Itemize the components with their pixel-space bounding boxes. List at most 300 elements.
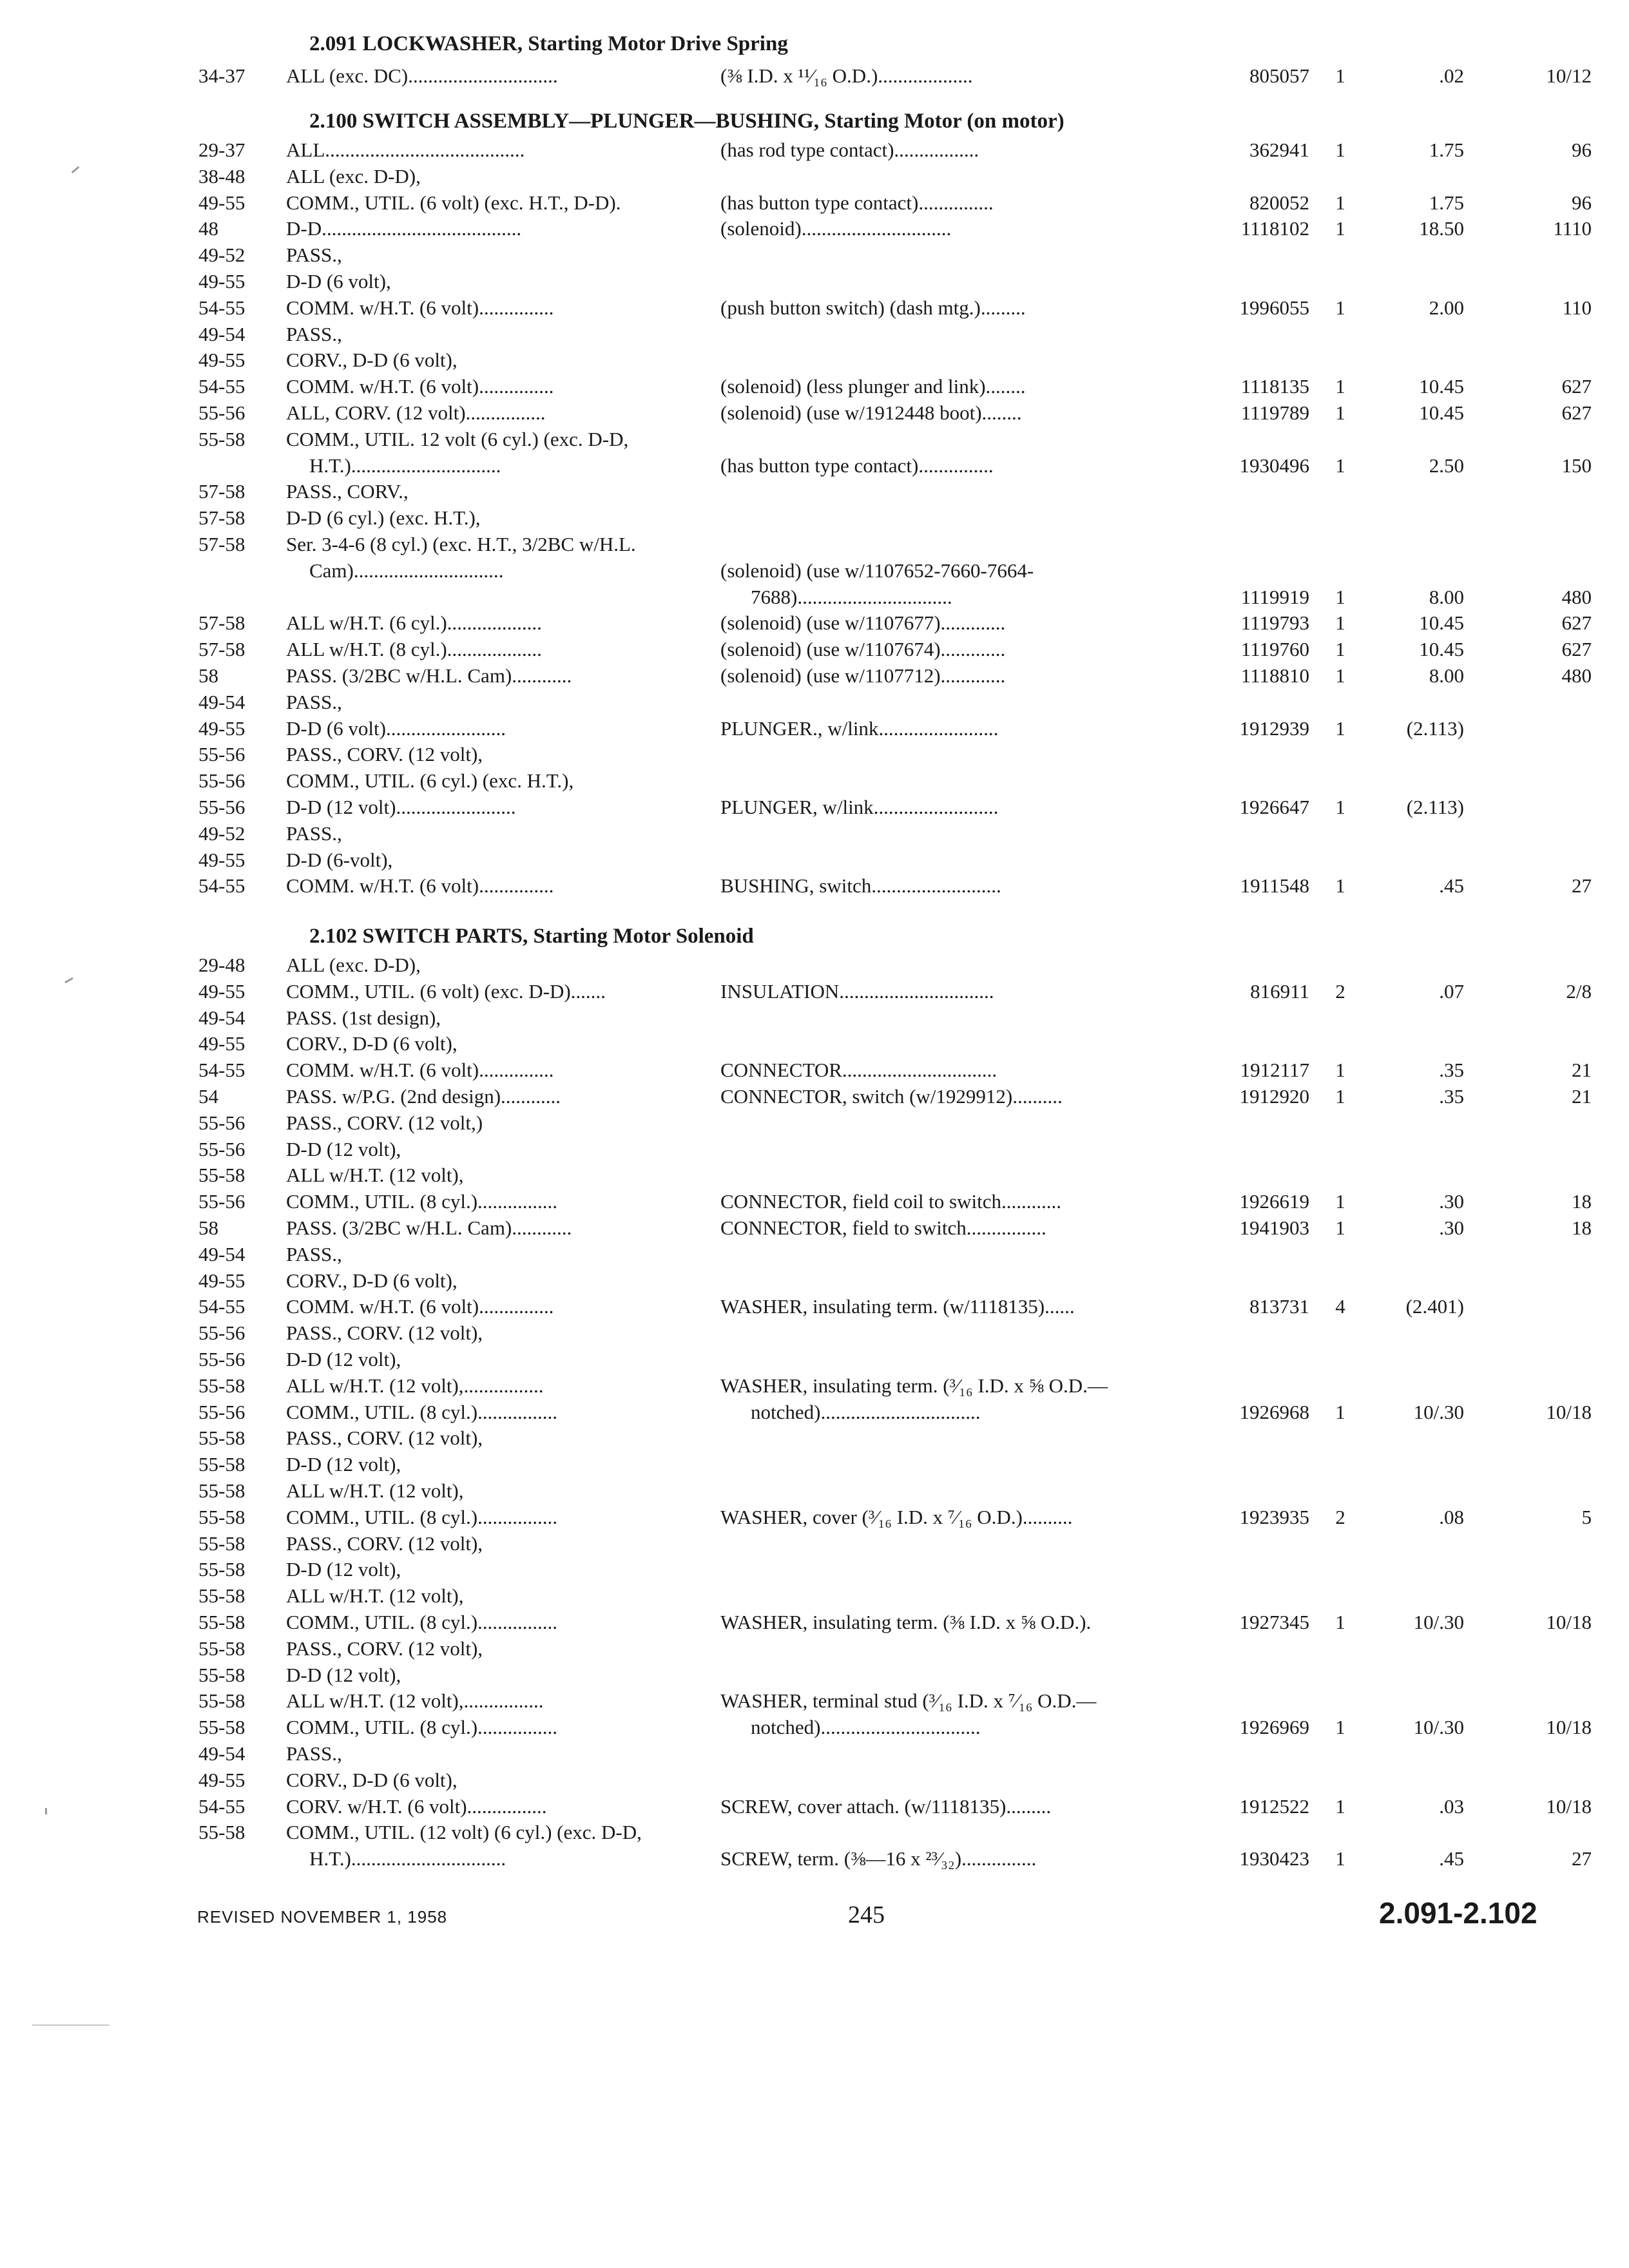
price: 8.00 (1429, 664, 1464, 687)
application: ALL (exc. D-D), (286, 954, 421, 976)
application: COMM. w/H.T. (6 volt)............... (286, 874, 554, 897)
parts-row (0, 1609, 1629, 1635)
parts-row (0, 1083, 1629, 1110)
quantity: 1 (1335, 1795, 1345, 1818)
model-years: 29-48 (198, 954, 246, 976)
list-price: 21 (1572, 1059, 1592, 1081)
part-description: WASHER, insulating term. (w/1118135)...... (720, 1295, 1075, 1318)
part-description: PLUNGER, w/link......................... (720, 796, 999, 818)
parts-row (0, 872, 1629, 899)
part-number: 1119793 (1240, 611, 1309, 634)
part-number: 1118135 (1240, 375, 1309, 398)
model-years: 55-56 (198, 1138, 246, 1160)
part-description: (solenoid) (less plunger and link)........ (720, 375, 1026, 398)
parts-row (0, 1477, 1629, 1504)
model-years: 49-55 (198, 191, 246, 214)
model-years: 54-55 (198, 375, 246, 398)
application: ALL w/H.T. (12 volt), (286, 1584, 464, 1607)
application: PASS., (286, 1742, 342, 1765)
part-description: WASHER, insulating term. (³⁄₁₆ I.D. x ⅝ O.D.— (720, 1374, 1108, 1397)
model-years: 49-54 (198, 1243, 246, 1265)
price: 2.50 (1429, 454, 1464, 477)
model-years: 57-58 (198, 611, 246, 634)
part-description: SCREW, term. (⅜—16 x ²³⁄₃₂)............... (720, 1847, 1037, 1870)
application: ALL w/H.T. (12 volt), (286, 1479, 464, 1502)
application: H.T.).............................. (309, 454, 501, 477)
application: COMM., UTIL. (8 cyl.)................ (286, 1611, 558, 1633)
part-description: (⅜ I.D. x ¹¹⁄₁₆ O.D.)................... (720, 64, 973, 87)
application: H.T.)............................... (309, 1847, 506, 1870)
list-price: 150 (1561, 454, 1592, 477)
model-years: 49-54 (198, 1006, 246, 1029)
application: D-D (6-volt), (286, 849, 393, 871)
part-number: 1930496 (1239, 454, 1309, 477)
application: ALL (exc. DC).............................. (286, 64, 558, 87)
model-years: 55-56 (198, 1401, 246, 1423)
part-description: WASHER, cover (³⁄₁₆ I.D. x ⁷⁄₁₆ O.D.).......... (720, 1506, 1073, 1528)
part-description: WASHER, terminal stud (³⁄₁₆ I.D. x ⁷⁄₁₆ O.D.— (720, 1689, 1097, 1712)
application: PASS. (1st design), (286, 1006, 441, 1029)
application: Cam).............................. (309, 559, 504, 582)
list-price: 21 (1572, 1085, 1592, 1108)
parts-row (0, 399, 1629, 426)
application: PASS., CORV., (286, 480, 409, 503)
quantity: 1 (1335, 874, 1345, 897)
part-number: 1119789 (1240, 401, 1309, 424)
part-number: 805057 (1249, 64, 1309, 87)
part-number: 1912939 (1239, 717, 1309, 740)
application: PASS., (286, 691, 342, 713)
price: .35 (1439, 1085, 1464, 1108)
quantity: 1 (1335, 717, 1345, 740)
quantity: 1 (1335, 611, 1345, 634)
list-price: 2/8 (1566, 980, 1592, 1003)
application: ALL w/H.T. (12 volt), (286, 1164, 464, 1186)
quantity: 1 (1335, 638, 1345, 660)
quantity: 1 (1335, 796, 1345, 818)
part-description: (has button type contact)............... (720, 191, 994, 214)
quantity: 1 (1335, 586, 1345, 608)
application: PASS., (286, 244, 342, 266)
parts-row (0, 1215, 1629, 1241)
price: 18.50 (1419, 217, 1464, 240)
quantity: 1 (1335, 1847, 1345, 1870)
application: D-D (12 volt), (286, 1664, 401, 1686)
part-description: (solenoid) (use w/1107677)............. (720, 611, 1006, 634)
application: ALL, CORV. (12 volt)................ (286, 401, 546, 424)
price: 10/.30 (1413, 1401, 1464, 1423)
model-years: 55-58 (198, 1427, 246, 1449)
price: (2.113) (1406, 717, 1464, 740)
application: PASS., (286, 822, 342, 845)
parts-row (0, 1635, 1629, 1662)
application: D-D (12 volt), (286, 1453, 401, 1475)
model-years: 54-55 (198, 1795, 246, 1818)
model-years: 29-37 (198, 139, 246, 161)
part-number: 1118102 (1240, 217, 1309, 240)
parts-row (0, 373, 1629, 399)
parts-row (0, 557, 1629, 584)
model-years: 54-55 (198, 1295, 246, 1318)
application: CORV., D-D (6 volt), (286, 349, 458, 371)
application: ALL w/H.T. (12 volt),................ (286, 1374, 544, 1397)
application: CORV., D-D (6 volt), (286, 1032, 458, 1055)
price: .07 (1439, 980, 1464, 1003)
parts-row (0, 1004, 1629, 1031)
parts-row (0, 478, 1629, 505)
part-description: (solenoid) (use w/1107652-7660-7664- (720, 559, 1034, 582)
application: D-D (6 volt), (286, 270, 391, 293)
model-years: 48 (198, 217, 218, 240)
parts-row (0, 794, 1629, 820)
parts-row (0, 347, 1629, 373)
model-years: 49-55 (198, 849, 246, 871)
part-number: 1930423 (1239, 1847, 1309, 1870)
part-description: (has rod type contact)................. (720, 139, 979, 161)
part-number: 1912522 (1239, 1795, 1309, 1818)
price: 10/.30 (1413, 1611, 1464, 1633)
list-price: 627 (1561, 375, 1592, 398)
model-years: 49-54 (198, 1742, 246, 1765)
model-years: 55-58 (198, 1821, 246, 1843)
parts-row (0, 1687, 1629, 1714)
part-description: CONNECTOR, switch (w/1929912).......... (720, 1085, 1063, 1108)
application: COMM., UTIL. (8 cyl.)................ (286, 1716, 558, 1738)
model-years: 49-52 (198, 244, 246, 266)
application: ALL (exc. D-D), (286, 165, 421, 187)
model-years: 55-56 (198, 1111, 246, 1134)
list-price: 480 (1561, 664, 1592, 687)
parts-row (0, 505, 1629, 531)
model-years: 49-55 (198, 980, 246, 1003)
part-number: 1927345 (1239, 1611, 1309, 1633)
parts-row (0, 1819, 1629, 1845)
group-range: 2.091-2.102 (1379, 1896, 1537, 1930)
list-price: 18 (1572, 1216, 1592, 1239)
page-number: 245 (848, 1901, 885, 1928)
application: CORV. w/H.T. (6 volt)................ (286, 1795, 547, 1818)
quantity: 2 (1335, 980, 1345, 1003)
parts-row (0, 978, 1629, 1004)
quantity: 1 (1335, 1216, 1345, 1239)
parts-row (0, 1030, 1629, 1057)
model-years: 55-58 (198, 1532, 246, 1555)
part-number: 1119760 (1240, 638, 1309, 660)
list-price: 627 (1561, 401, 1592, 424)
quantity: 1 (1335, 1085, 1345, 1108)
price: 10.45 (1419, 375, 1464, 398)
application: Ser. 3-4-6 (8 cyl.) (exc. H.T., 3/2BC w/H.L. (286, 533, 636, 555)
parts-row (0, 268, 1629, 294)
model-years: 49-55 (198, 1032, 246, 1055)
parts-row (0, 1136, 1629, 1162)
parts-row (0, 215, 1629, 242)
part-number: 816911 (1250, 980, 1309, 1003)
price: 1.75 (1429, 139, 1464, 161)
model-years: 57-58 (198, 480, 246, 503)
application: CORV., D-D (6 volt), (286, 1269, 458, 1292)
parts-row (0, 689, 1629, 715)
section-title: 2.102 SWITCH PARTS, Starting Motor Solenoid (309, 925, 754, 948)
parts-row (0, 531, 1629, 557)
price: 2.00 (1429, 296, 1464, 319)
price: 1.75 (1429, 191, 1464, 214)
list-price: 10/18 (1546, 1795, 1592, 1818)
application: D-D (12 volt), (286, 1138, 401, 1160)
model-years: 55-58 (198, 1716, 246, 1738)
model-years: 54-55 (198, 1059, 246, 1081)
part-number: 362941 (1249, 139, 1309, 161)
list-price: 96 (1572, 139, 1592, 161)
parts-row (0, 294, 1629, 321)
price: .02 (1439, 64, 1464, 87)
application: COMM., UTIL. (6 cyl.) (exc. H.T.), (286, 769, 574, 792)
model-years: 49-52 (198, 822, 246, 845)
price: 10.45 (1419, 401, 1464, 424)
parts-row (0, 952, 1629, 978)
parts-row (0, 1372, 1629, 1399)
list-price: 27 (1572, 874, 1592, 897)
part-description: (solenoid) (use w/1107674)............. (720, 638, 1006, 660)
model-years: 58 (198, 664, 218, 687)
parts-row (0, 1057, 1629, 1083)
application: PASS., (286, 1243, 342, 1265)
part-number: 1119919 (1240, 586, 1309, 608)
part-description: (push button switch) (dash mtg.)......... (720, 296, 1026, 319)
part-description: INSULATION............................... (720, 980, 994, 1003)
parts-row (0, 1346, 1629, 1372)
application: COMM. w/H.T. (6 volt)............... (286, 296, 554, 319)
list-price: 10/18 (1546, 1401, 1592, 1423)
model-years: 55-58 (198, 1164, 246, 1186)
parts-row (0, 137, 1629, 163)
part-number: 820052 (1249, 191, 1309, 214)
application: PASS., CORV. (12 volt), (286, 1321, 483, 1344)
model-years: 49-55 (198, 717, 246, 740)
part-number: 1926968 (1239, 1401, 1309, 1423)
parts-row (0, 1845, 1629, 1872)
application: COMM., UTIL. 12 volt (6 cyl.) (exc. D-D, (286, 428, 629, 450)
model-years: 55-58 (198, 1558, 246, 1581)
part-number: 1912117 (1240, 1059, 1309, 1081)
quantity: 1 (1335, 1611, 1345, 1633)
parts-row (0, 242, 1629, 268)
part-description: notched)................................ (751, 1401, 981, 1423)
part-number: 1996055 (1239, 296, 1309, 319)
application: D-D (12 volt), (286, 1348, 401, 1370)
application: D-D (6 volt)........................ (286, 717, 506, 740)
quantity: 4 (1335, 1295, 1345, 1318)
list-price: 10/18 (1546, 1611, 1592, 1633)
quantity: 1 (1335, 64, 1345, 87)
model-years: 55-58 (198, 1374, 246, 1397)
application: ALL w/H.T. (6 cyl.)................... (286, 611, 542, 634)
part-number: 1912920 (1239, 1085, 1309, 1108)
part-number: 1118810 (1240, 664, 1309, 687)
quantity: 1 (1335, 217, 1345, 240)
parts-row (0, 1320, 1629, 1346)
model-years: 54-55 (198, 296, 246, 319)
application: COMM. w/H.T. (6 volt)............... (286, 375, 554, 398)
list-price: 480 (1561, 586, 1592, 608)
model-years: 54 (198, 1085, 218, 1108)
application: ALL........................................ (286, 139, 525, 161)
application: D-D (6 cyl.) (exc. H.T.), (286, 506, 481, 529)
parts-row (0, 1110, 1629, 1136)
quantity: 1 (1335, 1716, 1345, 1738)
parts-row (0, 189, 1629, 216)
part-description: (solenoid).............................. (720, 217, 952, 240)
quantity: 1 (1335, 139, 1345, 161)
price: .30 (1439, 1190, 1464, 1213)
application: CORV., D-D (6 volt), (286, 1769, 458, 1791)
model-years: 57-58 (198, 533, 246, 555)
parts-row (0, 1162, 1629, 1188)
model-years: 49-54 (198, 323, 246, 345)
part-number: 813731 (1249, 1295, 1309, 1318)
parts-row (0, 1530, 1629, 1557)
part-number: 1926647 (1239, 796, 1309, 818)
parts-row (0, 741, 1629, 767)
model-years: 49-55 (198, 1769, 246, 1791)
quantity: 1 (1335, 296, 1345, 319)
model-years: 55-58 (198, 1611, 246, 1633)
parts-row (0, 847, 1629, 873)
quantity: 1 (1335, 375, 1345, 398)
parts-row (0, 636, 1629, 662)
model-years: 34-37 (198, 64, 246, 87)
model-years: 55-58 (198, 1479, 246, 1502)
price: .03 (1439, 1795, 1464, 1818)
application: COMM., UTIL. (6 volt) (exc. H.T., D-D). (286, 191, 621, 214)
model-years: 55-56 (198, 769, 246, 792)
application: PASS., CORV. (12 volt), (286, 1637, 483, 1660)
model-years: 55-56 (198, 796, 246, 818)
application: ALL w/H.T. (8 cyl.)................... (286, 638, 542, 660)
parts-row (0, 321, 1629, 347)
part-description: (has button type contact)............... (720, 454, 994, 477)
model-years: 57-58 (198, 638, 246, 660)
section-title: 2.091 LOCKWASHER, Starting Motor Drive Spring (309, 32, 788, 55)
section-title: 2.100 SWITCH ASSEMBLY—PLUNGER—BUSHING, Starting Motor (on motor) (309, 110, 1065, 133)
model-years: 55-58 (198, 1689, 246, 1712)
part-number: 1926969 (1239, 1716, 1309, 1738)
application: COMM., UTIL. (6 volt) (exc. D-D)....... (286, 980, 606, 1003)
model-years: 55-58 (198, 1506, 246, 1528)
part-description: SCREW, cover attach. (w/1118135)......... (720, 1795, 1052, 1818)
model-years: 55-56 (198, 743, 246, 765)
part-description: notched)................................ (751, 1716, 981, 1738)
list-price: 96 (1572, 191, 1592, 214)
model-years: 49-55 (198, 349, 246, 371)
parts-row (0, 1714, 1629, 1740)
parts-row (0, 1293, 1629, 1320)
model-years: 57-58 (198, 506, 246, 529)
part-description: CONNECTOR............................... (720, 1059, 998, 1081)
model-years: 49-55 (198, 1269, 246, 1292)
price: 10/.30 (1413, 1716, 1464, 1738)
model-years: 55-56 (198, 401, 246, 424)
price: 10.45 (1419, 638, 1464, 660)
application: D-D (12 volt)........................ (286, 796, 516, 818)
application: D-D (12 volt), (286, 1558, 401, 1581)
scan-mark (32, 2024, 110, 2026)
part-description: WASHER, insulating term. (⅜ I.D. x ⅝ O.D.). (720, 1611, 1092, 1633)
application: PASS., CORV. (12 volt), (286, 1532, 483, 1555)
price: 10.45 (1419, 611, 1464, 634)
model-years: 55-58 (198, 1664, 246, 1686)
parts-row (0, 426, 1629, 452)
parts-row (0, 1241, 1629, 1267)
parts-row (0, 1556, 1629, 1582)
parts-row (0, 1767, 1629, 1793)
parts-row (0, 452, 1629, 479)
parts-row (0, 1793, 1629, 1820)
parts-row (0, 662, 1629, 689)
part-description: 7688)............................... (751, 586, 952, 608)
application: PASS. (3/2BC w/H.L. Cam)............ (286, 1216, 572, 1239)
model-years: 58 (198, 1216, 218, 1239)
application: ALL w/H.T. (12 volt),................ (286, 1689, 544, 1712)
part-description: PLUNGER., w/link........................ (720, 717, 999, 740)
application: D-D........................................ (286, 217, 522, 240)
quantity: 1 (1335, 664, 1345, 687)
price: .45 (1439, 874, 1464, 897)
model-years: 55-58 (198, 1584, 246, 1607)
quantity: 1 (1335, 1190, 1345, 1213)
revision-date: REVISED NOVEMBER 1, 1958 (197, 1907, 448, 1927)
parts-row (0, 1451, 1629, 1477)
model-years: 49-55 (198, 270, 246, 293)
parts-row (0, 1267, 1629, 1294)
application: PASS., (286, 323, 342, 345)
parts-row (0, 1504, 1629, 1530)
application: PASS., CORV. (12 volt), (286, 1427, 483, 1449)
model-years: 55-58 (198, 1637, 246, 1660)
parts-row (0, 62, 1629, 89)
parts-row (0, 163, 1629, 189)
application: PASS., CORV. (12 volt), (286, 743, 483, 765)
part-description: (solenoid) (use w/1912448 boot)........ (720, 401, 1022, 424)
application: COMM. w/H.T. (6 volt)............... (286, 1295, 554, 1318)
price: .30 (1439, 1216, 1464, 1239)
model-years: 55-58 (198, 1453, 246, 1475)
application: COMM., UTIL. (8 cyl.)................ (286, 1401, 558, 1423)
part-description: CONNECTOR, field to switch................ (720, 1216, 1046, 1239)
model-years: 55-58 (198, 428, 246, 450)
application: COMM., UTIL. (8 cyl.)................ (286, 1506, 558, 1528)
application: COMM., UTIL. (12 volt) (6 cyl.) (exc. D-D, (286, 1821, 642, 1843)
parts-row (0, 715, 1629, 742)
parts-row (0, 820, 1629, 847)
model-years: 55-56 (198, 1190, 246, 1213)
quantity: 1 (1335, 191, 1345, 214)
part-description: BUSHING, switch.......................... (720, 874, 1001, 897)
model-years: 38-48 (198, 165, 246, 187)
parts-row (0, 1188, 1629, 1215)
part-description: (solenoid) (use w/1107712)............. (720, 664, 1006, 687)
quantity: 1 (1335, 454, 1345, 477)
application: PASS., CORV. (12 volt,) (286, 1111, 483, 1134)
quantity: 1 (1335, 1401, 1345, 1423)
application: PASS. (3/2BC w/H.L. Cam)............ (286, 664, 572, 687)
application: PASS. w/P.G. (2nd design)............ (286, 1085, 561, 1108)
price: .08 (1439, 1506, 1464, 1528)
parts-row (0, 1662, 1629, 1688)
quantity: 2 (1335, 1506, 1345, 1528)
parts-row (0, 1425, 1629, 1451)
price: (2.113) (1406, 796, 1464, 818)
